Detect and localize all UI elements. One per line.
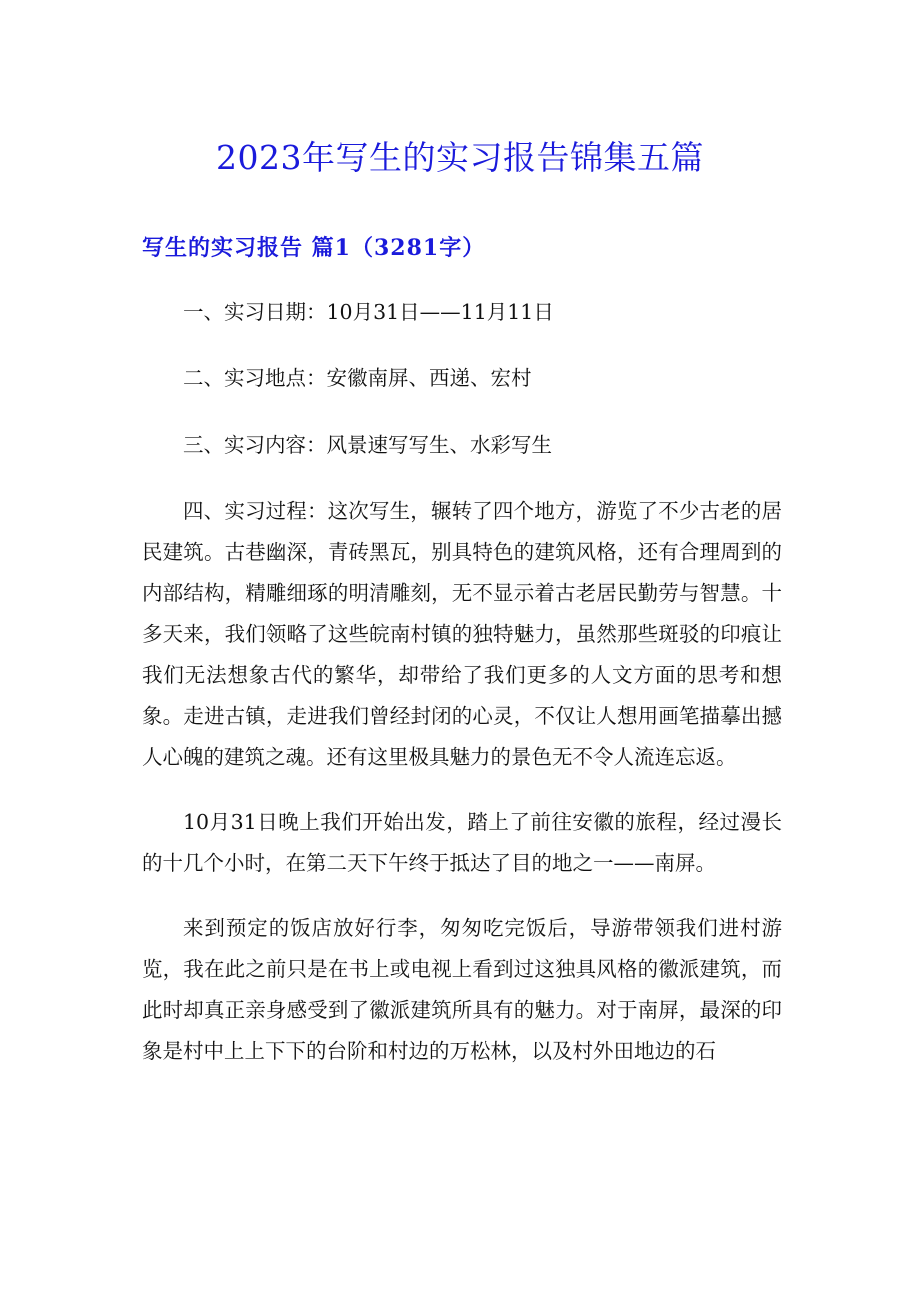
paragraph-practice-process: 四、实习过程：这次写生，辗转了四个地方，游览了不少古老的居民建筑。古巷幽深，青砖黑瓦，别具特色的建筑风格，还有合理周到的内部结构，精雕细琢的明清雕刻，无不显示着古老居民勤劳与智慧。十多天来，我们领略了这些皖南村镇的独特魅力，虽然那些斑驳的印痕让我们无法想象古代的繁华，却带给了我们更多的人文方面的思考和想象。走进古镇，走进我们曾经封闭的心灵，不仅让人想用画笔描摹出撼人心魄的建筑之魂。还有这里极具魅力的景色无不令人流连忘返。 — [142, 499, 782, 769]
section-heading: 写生的实习报告 篇1（3281字） — [142, 235, 486, 261]
paragraph-practice-content: 三、实习内容：风景速写写生、水彩写生 — [183, 432, 552, 457]
paragraph-nanping-visit: 来到预定的饭店放好行李，匆匆吃完饭后，导游带领我们进村游览，我在此之前只是在书上或电视上看到过这独具风格的徽派建筑，而此时却真正亲身感受到了徽派建筑所具有的魅力。对于南屏，最深的印象是村中上上下下的台阶和村边的万松林，以及村外田地边的石 — [142, 916, 782, 1064]
paragraph-journey-start: 10月31日晚上我们开始出发，踏上了前往安徽的旅程，经过漫长的十几个小时，在第二天下午终于抵达了目的地之一——南屏。 — [142, 810, 782, 875]
paragraph-practice-dates: 一、实习日期：10月31日——11月11日 — [183, 300, 554, 324]
document-title: 2023年写生的实习报告锦集五篇 — [216, 138, 704, 177]
paragraph-practice-location: 二、实习地点：安徽南屏、西递、宏村 — [183, 366, 532, 391]
body-text — [142, 292, 782, 1097]
